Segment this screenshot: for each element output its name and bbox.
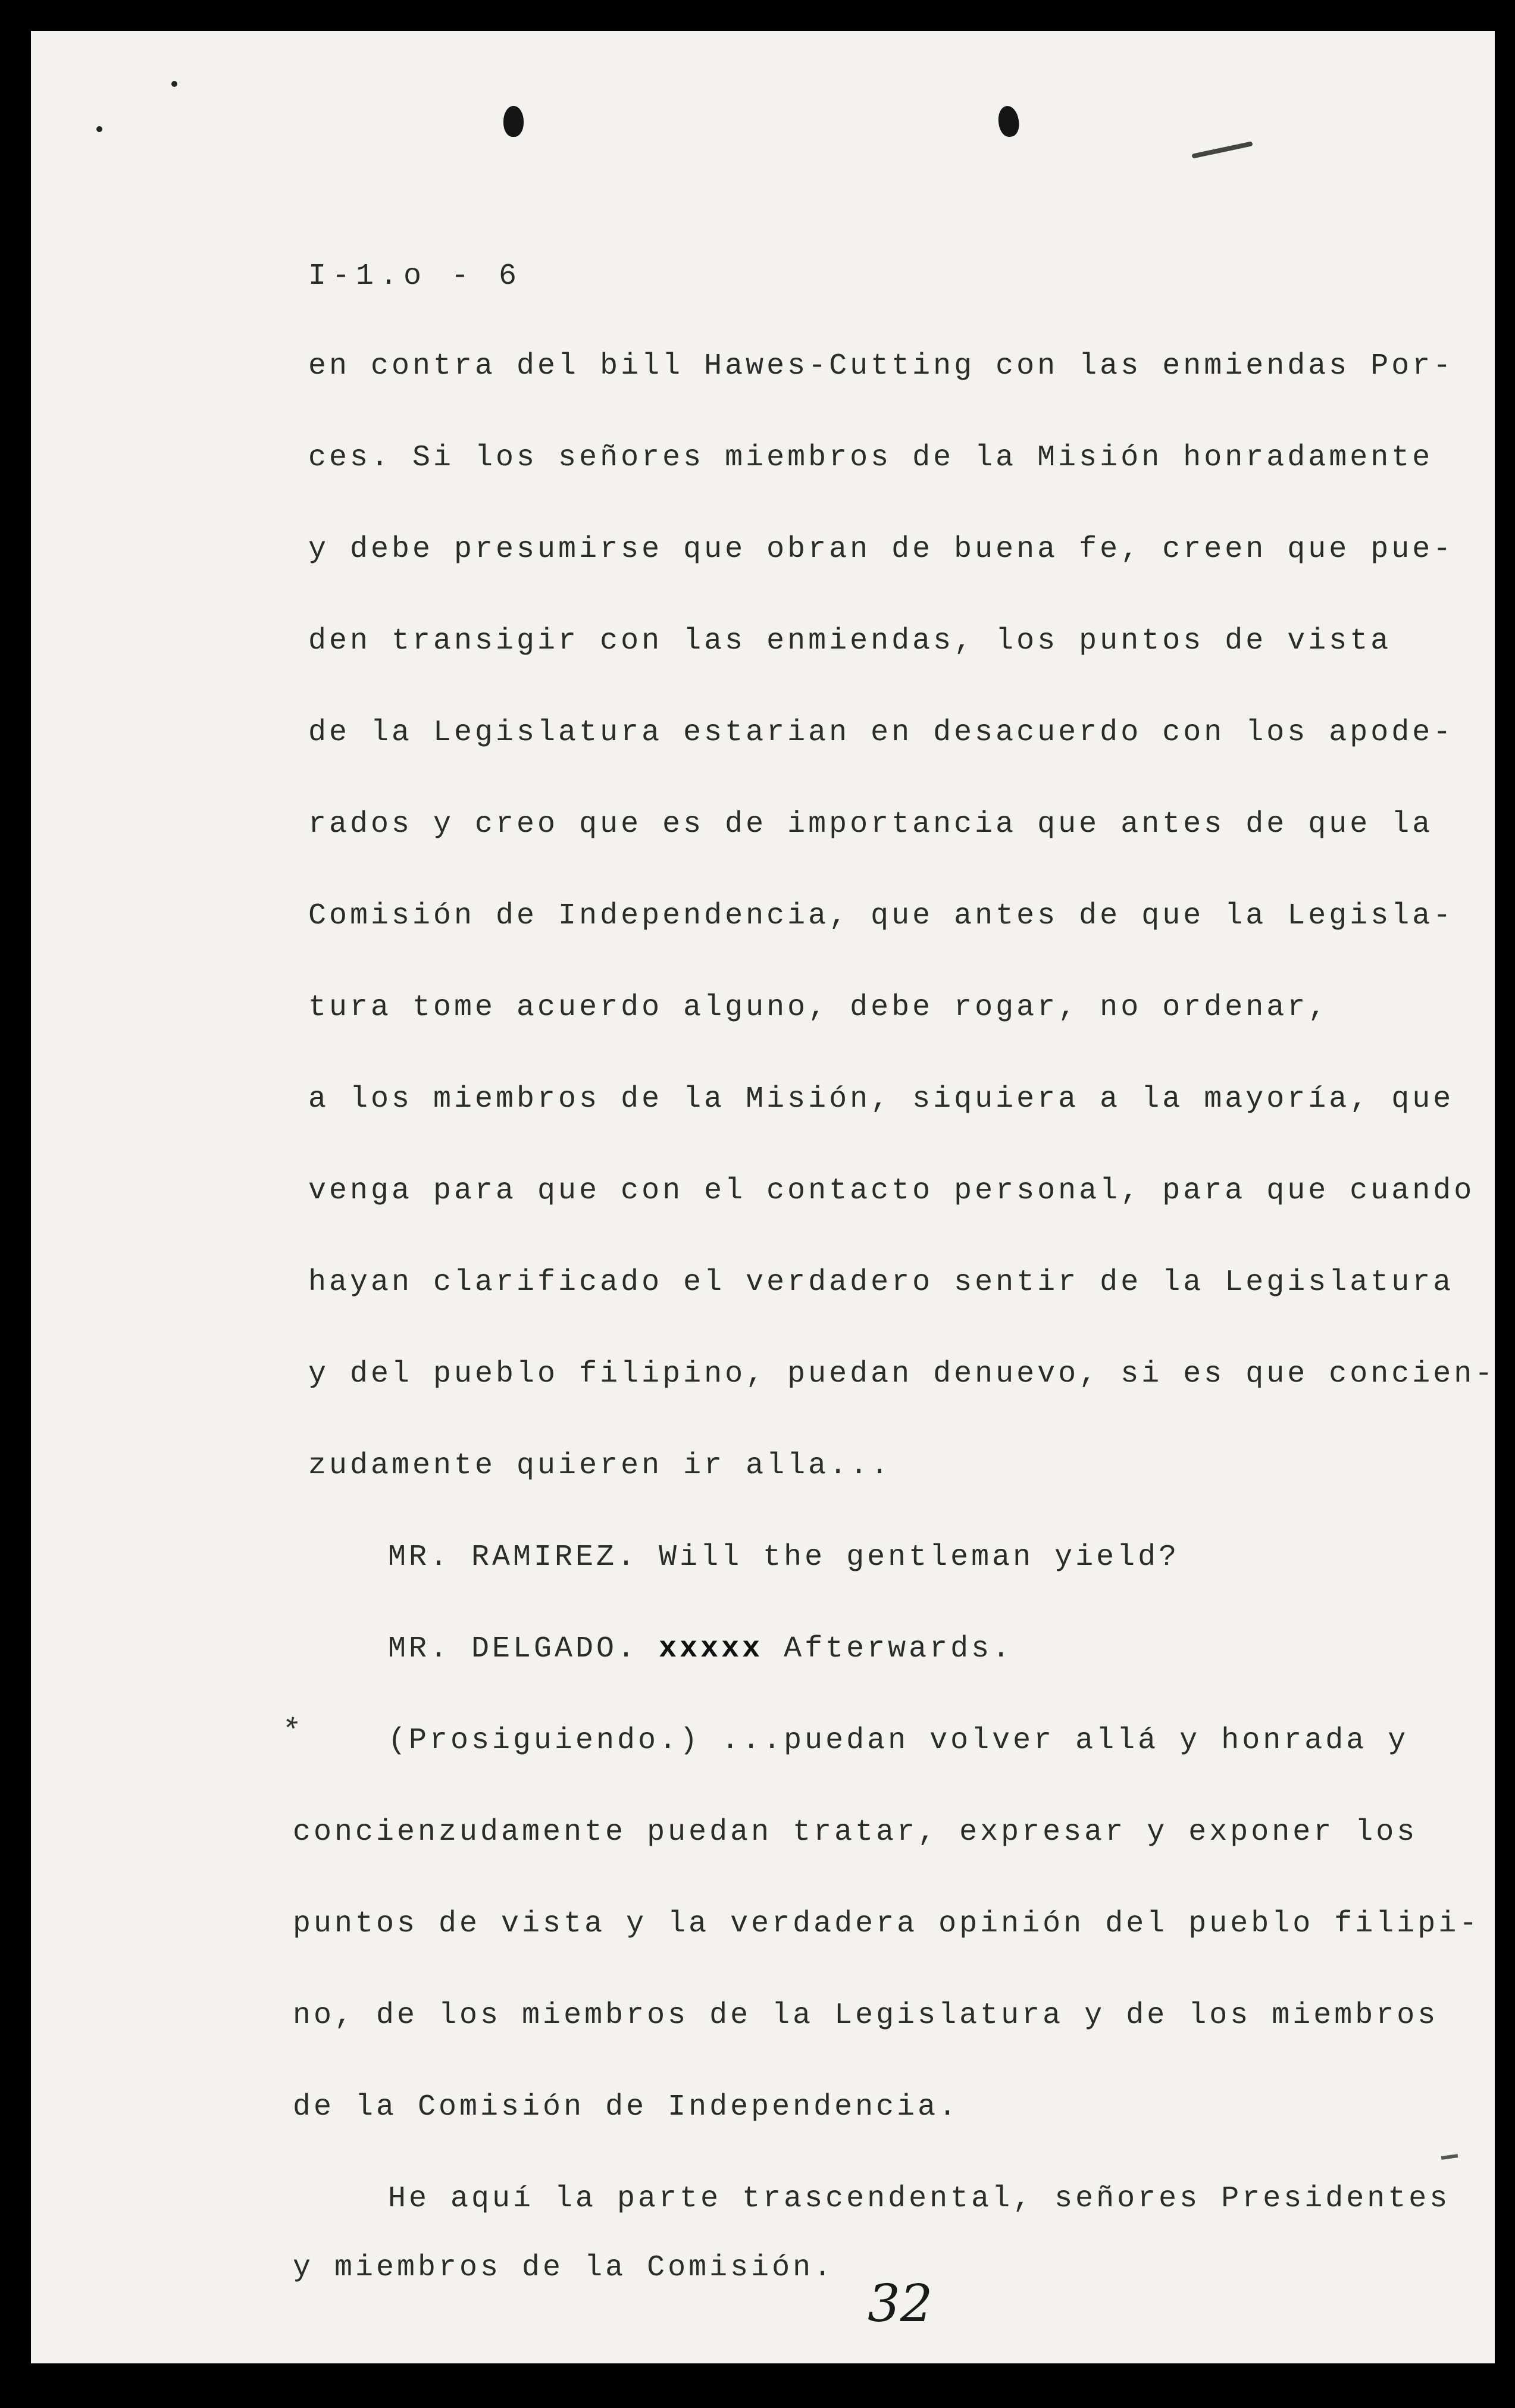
text-line: y del pueblo filipino, puedan denuevo, si es que concien- xyxy=(308,1357,1496,1391)
text-line: y debe presumirse que obran de buena fe, creen que pue- xyxy=(308,533,1454,566)
text-line: concienzudamente puedan tratar, expresar y exponer los xyxy=(293,1815,1418,1849)
edge-mark xyxy=(1441,2154,1458,2160)
text-line: ces. Si los señores miembros de la Misión honradamente xyxy=(308,441,1433,475)
text-line: rados y creo que es de importancia que antes de que la xyxy=(308,807,1433,841)
text-line: puntos de vista y la verdadera opinión del pueblo filipi- xyxy=(293,1907,1480,1941)
speaker-reply: Afterwards. xyxy=(784,1632,1013,1666)
document-reference: I-1.o - 6 xyxy=(308,259,523,293)
speaker-name: MR. DELGADO. xyxy=(388,1632,638,1666)
text-line: hayan clarificado el verdadero sentir de la Legislatura xyxy=(308,1266,1454,1299)
text-line: (Prosiguiendo.) ...puedan volver allá y honrada y xyxy=(388,1724,1409,1758)
speaker-line-delgado xyxy=(388,1632,1013,1667)
text-line: en contra del bill Hawes-Cutting con las enmiendas Por- xyxy=(308,349,1454,383)
text-line: Comisión de Independencia, que antes de que la Legisla- xyxy=(308,899,1454,933)
text-line: zudamente quieren ir alla... xyxy=(308,1449,892,1483)
speck-mark xyxy=(96,126,102,132)
punch-hole-left xyxy=(503,106,524,137)
struck-text: xxxxx xyxy=(659,1632,763,1666)
margin-asterisk: * xyxy=(275,1711,303,1752)
text-line: tura tome acuerdo alguno, debe rogar, no ordenar, xyxy=(308,991,1329,1025)
text-line: venga para que con el contacto personal, para que cuando xyxy=(308,1174,1475,1208)
text-line: a los miembros de la Misión, siquiera a la mayoría, que xyxy=(308,1082,1454,1116)
text-line: de la Comisión de Independencia. xyxy=(293,2090,960,2124)
text-line: den transigir con las enmiendas, los puntos de vista xyxy=(308,624,1392,658)
page-number: 32 xyxy=(868,2274,933,2334)
speck-mark xyxy=(171,81,177,87)
text-line: no, de los miembros de la Legislatura y de los miembros xyxy=(293,1999,1439,2033)
pen-mark xyxy=(1191,141,1253,158)
document-page xyxy=(31,31,1495,2363)
speaker-line-ramirez: MR. RAMIREZ. Will the gentleman yield? xyxy=(388,1540,1180,1574)
text-line: y miembros de la Comisión. xyxy=(293,2251,835,2285)
text-line: de la Legislatura estarian en desacuerdo con los apode- xyxy=(308,716,1454,750)
punch-hole-right xyxy=(997,105,1021,138)
text-line: He aquí la parte trascendental, señores Presidentes xyxy=(388,2182,1451,2216)
